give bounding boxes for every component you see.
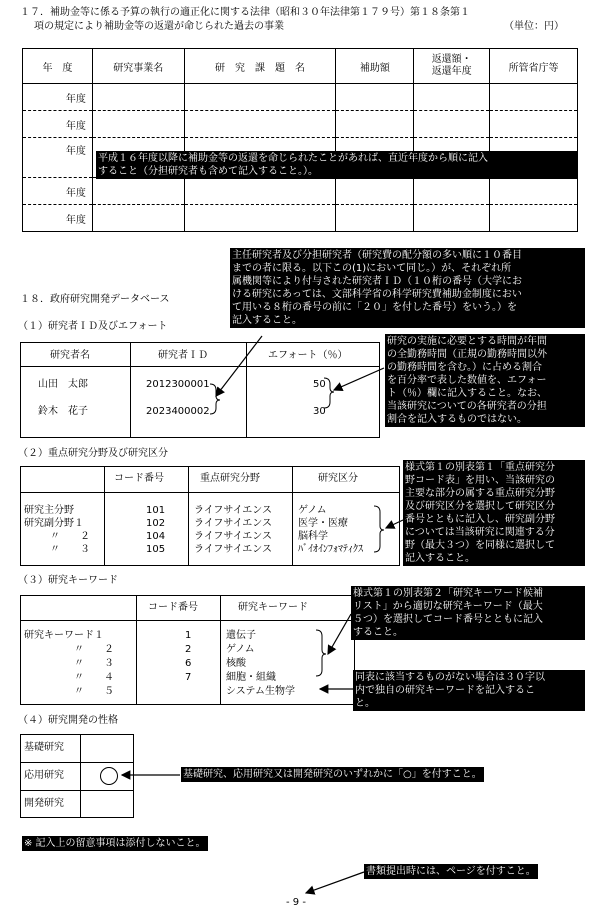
s17-year-cell: 年度 xyxy=(23,178,93,205)
s18-sub1-header-name: 研究者名 xyxy=(50,350,90,361)
s18-sub4-applied: 応用研究 xyxy=(24,770,64,781)
s18-sub3-note1: 様式第１の別表第２「研究キーワード候補 リスト」から適切な研究キーワード（最大 ５つ）を選択してコード番号とともに記入 すること。 xyxy=(351,586,585,640)
s18-sub3-row-code: 1 xyxy=(185,630,192,641)
s18-sub3-row-keyword: システム生物学 xyxy=(226,686,295,697)
s18-sub3-row-label: 〃 ５ xyxy=(74,686,114,697)
s17-heading-line2: 項の規定により補助金等の返還が命じられた過去の事業 xyxy=(34,21,284,32)
s18-sub3-row-label: 研究キーワード１ xyxy=(24,630,104,641)
s17-header-project: 研究事業名 xyxy=(92,49,184,84)
s18-sub1-row2-id: 2023400002 xyxy=(146,406,210,417)
s18-sub2-row-category: 脳科学 xyxy=(298,531,328,542)
s18-sub3-header-keyword: 研究キーワード xyxy=(238,602,308,613)
s18-sub3-row-keyword: 細胞・組織 xyxy=(226,672,276,683)
s18-heading: １８．政府研究開発データベース xyxy=(20,294,170,305)
s18-sub4-basic: 基礎研究 xyxy=(24,742,64,753)
s18-sub3-title: （３）研究キーワード xyxy=(18,575,118,586)
s18-sub3-row-label: 〃 ２ xyxy=(74,644,114,655)
s18-sub2-row-code: 105 xyxy=(146,544,166,555)
s18-sub2-row-label: 〃 ２ xyxy=(50,531,90,542)
s18-sub2-row-code: 104 xyxy=(146,531,166,542)
s18-sub3-row-label: 〃 ３ xyxy=(74,658,114,669)
s18-sub1-header-effort: エフォート（％） xyxy=(268,350,348,361)
s18-sub2-row-field: ライフサイエンス xyxy=(194,518,272,529)
s18-sub2-row-category: ﾊﾞｲｵｲﾝﾌｫﾏﾃｨｸｽ xyxy=(298,544,363,555)
s17-note: 平成１６年度以降に補助金等の返還を命じられたことがあれば、直近年度から順に記入 すること（分担研究者も含めて記入すること。）。 xyxy=(96,151,577,179)
s18-sub2-row-field: ライフサイエンス xyxy=(194,505,272,516)
s18-sub2-header-code: コード番号 xyxy=(114,473,164,484)
s18-sub2-row-label: 〃 ３ xyxy=(50,544,90,555)
brace-efforts xyxy=(324,378,334,408)
s18-sub3-row-code: 7 xyxy=(185,672,192,683)
s18-sub1-header-id: 研究者ＩＤ xyxy=(158,350,208,361)
s18-sub2-row-code: 101 xyxy=(146,505,166,516)
s18-sub2-row-category: ゲノム xyxy=(298,505,327,516)
arrow-page-number xyxy=(306,872,364,893)
s18-sub1-row1-effort: 50 xyxy=(313,379,326,390)
s18-sub3-row-keyword: ゲノム xyxy=(226,644,255,655)
s17-heading-line1: １７．補助金等に係る予算の執行の適正化に関する法律（昭和３０年法律第１７９号）第１８条第１ xyxy=(20,7,470,18)
s17-header-theme: 研 究 課 題 名 xyxy=(184,49,336,84)
s18-sub2-title: （２）重点研究分野及び研究区分 xyxy=(18,448,168,459)
s18-sub2-row-category: 医学・医療 xyxy=(298,518,348,529)
s18-sub3-row-keyword: 遺伝子 xyxy=(226,630,256,641)
s18-sub2-note: 様式第１の別表第１「重点研究分 野コード表」を用い、当該研究の 主要な部分の属する重点研究分野 及び研究区分を選択して研究区分 番号とともに記入し、研究副分野 については当該研究に関連する分 野（最大３つ）を同様に選択して 記入すること。 xyxy=(403,460,585,566)
s18-sub3-row-label: 〃 ４ xyxy=(74,672,114,683)
s17-header-year: 年 度 xyxy=(23,49,93,84)
s18-sub4-title: （４）研究開発の性格 xyxy=(18,715,118,726)
s18-sub2-row-field: ライフサイエンス xyxy=(194,531,272,542)
s18-sub1-row1-name: 山田 太郎 xyxy=(38,379,88,390)
s18-sub3-row-code: 2 xyxy=(185,644,192,655)
s18-sub3-row-code: 6 xyxy=(185,658,192,669)
footer-page-note: 書類提出時には、ページを付すこと。 xyxy=(366,866,536,877)
s18-sub1-row2-name: 鈴木 花子 xyxy=(38,406,88,417)
footer-remark: ※ 記入上の留意事項は添付しないこと。 xyxy=(24,838,206,849)
brace-ids xyxy=(210,384,220,414)
s17-header-ministry: 所管省庁等 xyxy=(490,49,578,84)
arrow-keywords xyxy=(328,614,351,654)
s18-sub2-row-label: 研究副分野１ xyxy=(24,518,84,529)
s17-header-return: 返還額・ 返還年度 xyxy=(414,49,490,84)
arrow-effort xyxy=(334,368,384,390)
s18-sub3-note2: 同表に該当するものがない場合は３０字以 内で独自の研究キーワードを記入するこ と。 xyxy=(353,670,585,711)
s18-sub1-row2-effort: 30 xyxy=(313,406,326,417)
s18-sub3-row-keyword: 核酸 xyxy=(226,658,246,669)
s18-sub1-row1-id: 2012300001 xyxy=(146,379,210,390)
s17-year-cell: 年度 xyxy=(23,205,93,232)
brace-keywords xyxy=(316,630,326,676)
arrow-researcher-id xyxy=(216,336,262,396)
s18-sub3-header-code: コード番号 xyxy=(148,602,198,613)
page-number: - 9 - xyxy=(286,897,306,908)
s18-sub2-header-category: 研究区分 xyxy=(318,473,358,484)
s17-unit: （単位：円） xyxy=(504,21,564,32)
brace-categories xyxy=(374,506,384,552)
s17-header-amount: 補助額 xyxy=(336,49,414,84)
s17-year-cell: 年度 xyxy=(23,84,93,111)
arrow-categories xyxy=(386,520,403,528)
s18-researcher-id-note: 主任研究者及び分担研究者（研究費の配分額の多い順に１０番目 までの者に限る。以下この(1)において同じ。）が、それぞれ所 属機関等により付与された研究者ＩＤ（１０桁の番号（大学にお ける研究にあっては、文部科学省の科学研究費補助金制度におい て用いる８桁の番号の前に「２０」を付した番号）をいう。）を 記入すること。 xyxy=(230,248,585,328)
s18-sub4-development: 開発研究 xyxy=(24,798,64,809)
s18-sub2-row-field: ライフサイエンス xyxy=(194,544,272,555)
s18-sub2-row-code: 102 xyxy=(146,518,166,529)
s17-year-cell: 年度 xyxy=(23,138,93,178)
s17-year-cell: 年度 xyxy=(23,111,93,138)
s18-sub2-row-label: 研究主分野 xyxy=(24,505,74,516)
s18-sub4-note: 基礎研究、応用研究又は開発研究のいずれかに「○」を付すこと。 xyxy=(183,769,482,780)
s18-sub1-title: （１）研究者ＩＤ及びエフォート xyxy=(18,321,168,332)
s18-sub2-header-field: 重点研究分野 xyxy=(200,473,260,484)
s18-sub1-effort-note: 研究の実施に必要とする時間が年間 の全勤務時間（正規の勤務時間以外 の勤務時間を含む。）に占める割合 を百分率で表した数値を、エフォー ト（％）欄に記入すること。なお、 当該研究についての各研究者の分担 割合を記入するものではない。 xyxy=(385,334,585,427)
